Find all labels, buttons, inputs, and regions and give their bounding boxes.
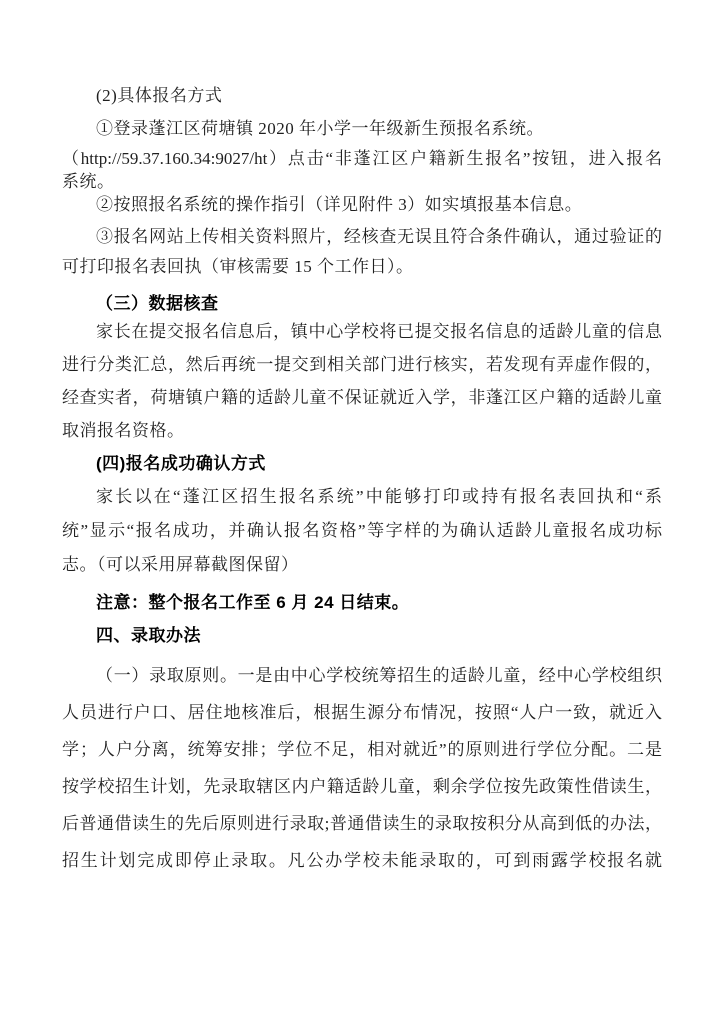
text-line: 家长以在“蓬江区招生报名系统”中能够打印或持有报名表回执和“系 [96, 487, 662, 506]
para-step-3-upload-photos [62, 224, 662, 284]
para-data-verification [62, 319, 662, 451]
text-line: 招生计划完成即停止录取。凡公办学校未能录取的，可到雨露学校报名就 [62, 851, 662, 870]
text-line: 按学校招生计划，先录取辖区内户籍适龄儿童，剩余学位按先政策性借读生， [62, 777, 662, 796]
para-registration-method-title [62, 83, 662, 116]
text-line: 家长在提交报名信息后，镇中心学校将已提交报名信息的适龄儿童的信息 [96, 322, 662, 341]
para-admission-principles [62, 663, 662, 885]
para-step-2-fill-info [62, 192, 662, 224]
notice-deadline-line: 注意：整个报名工作至 6 月 24 日结束。 [96, 593, 410, 612]
heading-admission-method [62, 623, 662, 656]
para-notice-deadline [62, 590, 662, 623]
text-line: 志。（可以采用屏幕截图保留） [62, 555, 299, 574]
text-line: 统”显示“报名成功，并确认报名资格”等字样的为确认适龄儿童报名成功标 [62, 521, 662, 540]
text-line: ③报名网站上传相关资料照片，经核查无误且符合条件确认，通过验证的 [96, 227, 662, 246]
text-line: 进行分类汇总，然后再统一提交到相关部门进行核实，若发现有弄虚作假的， [62, 355, 662, 374]
para-confirmation-method [62, 484, 662, 586]
registration-url-line: （http://59.37.160.34:9027/ht）点击“非蓬江区户籍新生报名”按钮，进入报名 [62, 149, 662, 168]
text-line: 四、录取办法 [96, 626, 201, 645]
text-line: 可打印报名表回执（审核需要 15 个工作日）。 [62, 257, 414, 276]
text-line: (四)报名成功确认方式 [96, 454, 266, 473]
text-line: (2)具体报名方式 [96, 86, 223, 105]
text-line: 人员进行户口、居住地核准后，根据生源分布情况，按照“人户一致，就近入 [62, 703, 662, 722]
heading-confirmation-method [62, 451, 662, 484]
para-step-1-login [62, 116, 662, 192]
text-line: 经查实者，荷塘镇户籍的适龄儿童不保证就近入学，非蓬江区户籍的适龄儿童 [62, 388, 662, 407]
text-line: （三）数据核查 [96, 294, 219, 313]
text-line: 系统。 [62, 172, 115, 191]
text-line: 取消报名资格。 [62, 421, 185, 440]
text-line: （一）录取原则。一是由中心学校统筹招生的适龄儿童，经中心学校组织 [96, 666, 662, 685]
text-line: ①登录蓬江区荷塘镇 2020 年小学一年级新生预报名系统。 [96, 119, 544, 138]
heading-data-verification [62, 291, 662, 319]
text-line: 后普通借读生的先后原则进行录取;普通借读生的录取按积分从高到低的办法， [62, 814, 662, 833]
text-line: 学；人户分离，统筹安排；学位不足，相对就近”的原则进行学位分配。二是 [62, 740, 662, 759]
text-line: ②按照报名系统的操作指引（详见附件 3）如实填报基本信息。 [96, 195, 583, 214]
